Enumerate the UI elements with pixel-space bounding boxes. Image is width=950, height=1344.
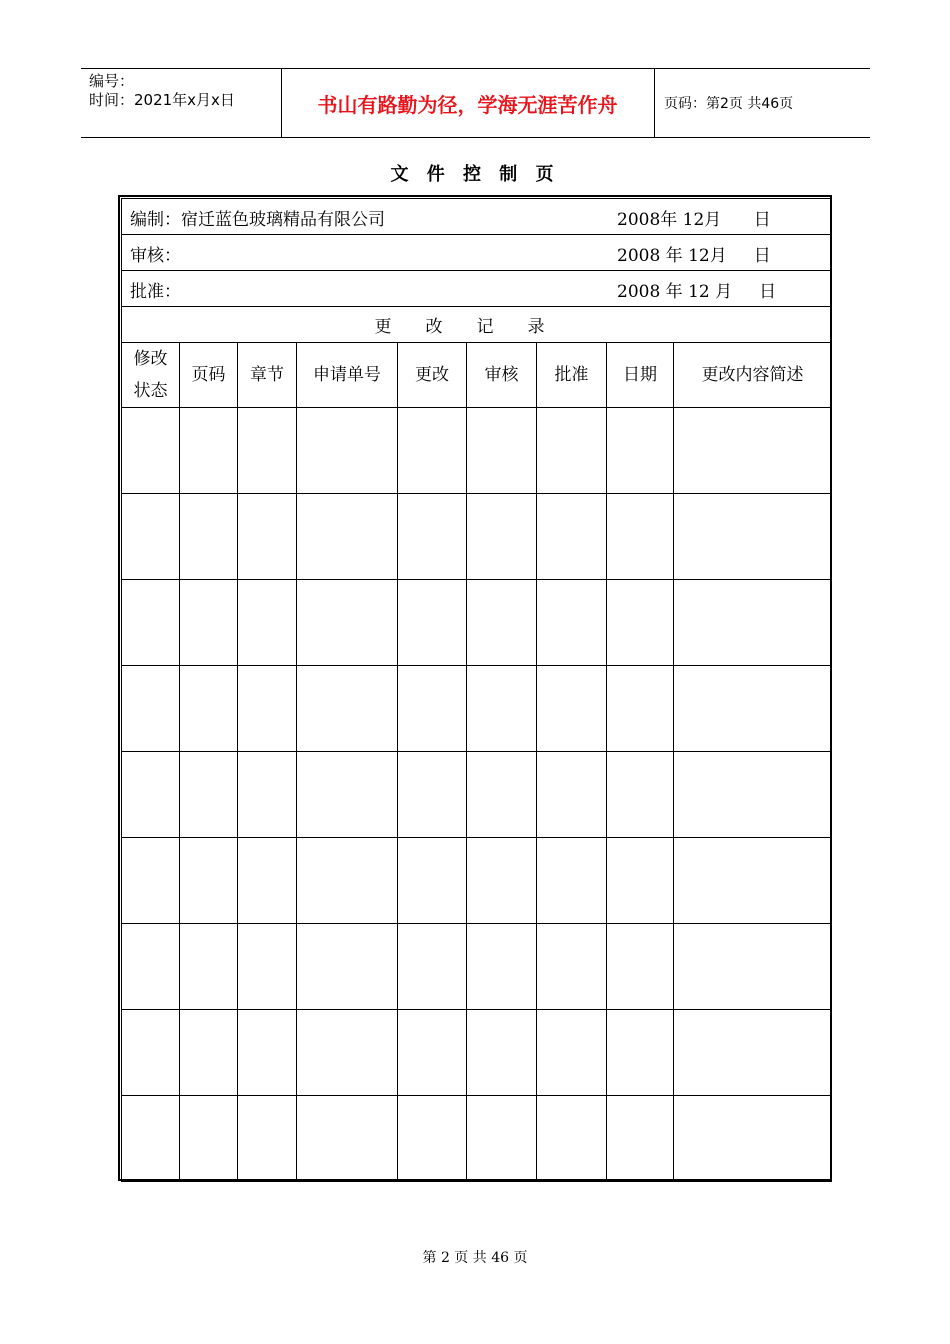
table-cell — [537, 1096, 607, 1182]
table-cell — [537, 924, 607, 1010]
table-cell — [467, 408, 537, 494]
table-cell — [398, 1010, 467, 1096]
table-cell — [537, 666, 607, 752]
info-row-prepared — [122, 199, 832, 235]
table-cell — [398, 924, 467, 1010]
table-cell — [607, 1010, 674, 1096]
table-cell — [398, 752, 467, 838]
table-cell — [607, 924, 674, 1010]
table-cell — [180, 752, 238, 838]
table-cell — [467, 666, 537, 752]
table-cell — [297, 752, 398, 838]
table-row — [122, 752, 832, 838]
header-divider — [654, 69, 655, 137]
info-row-approved — [122, 271, 832, 307]
reviewed-label: 审核： — [130, 246, 181, 266]
table-cell — [398, 1096, 467, 1182]
document-control-table — [121, 198, 832, 1182]
table-cell — [238, 752, 297, 838]
table-cell — [467, 924, 537, 1010]
change-record-title: 更改记录 — [122, 307, 832, 343]
table-cell — [180, 580, 238, 666]
header-page-info: 页码：第2页 共46页 — [664, 96, 794, 112]
table-cell — [674, 1010, 832, 1096]
table-cell — [180, 924, 238, 1010]
table-cell — [607, 752, 674, 838]
table-cell — [398, 494, 467, 580]
table-cell — [122, 666, 180, 752]
table-cell — [297, 666, 398, 752]
table-cell — [607, 666, 674, 752]
table-cell — [122, 580, 180, 666]
page-title: 文 件 控 制 页 — [390, 164, 560, 185]
table-cell — [122, 924, 180, 1010]
info-row-reviewed — [122, 235, 832, 271]
table-cell — [607, 1096, 674, 1182]
table-cell — [537, 494, 607, 580]
table-cell — [180, 666, 238, 752]
table-row — [122, 1096, 832, 1182]
table-cell — [122, 494, 180, 580]
table-row — [122, 494, 832, 580]
page-header — [81, 68, 870, 138]
col-header-review: 审核 — [467, 343, 537, 408]
table-cell — [238, 666, 297, 752]
table-cell — [180, 1096, 238, 1182]
table-cell — [180, 838, 238, 924]
table-cell — [297, 1096, 398, 1182]
table-row — [122, 408, 832, 494]
col-header-page: 页码 — [180, 343, 238, 408]
col-header-change: 更改 — [398, 343, 467, 408]
table-cell — [122, 838, 180, 924]
table-cell — [297, 580, 398, 666]
table-cell — [467, 1096, 537, 1182]
header-meta — [89, 72, 235, 110]
table-cell — [398, 666, 467, 752]
record-title-row — [122, 307, 832, 343]
table-cell — [607, 580, 674, 666]
table-cell — [674, 408, 832, 494]
table-row — [122, 580, 832, 666]
table-cell — [238, 580, 297, 666]
table-cell — [398, 408, 467, 494]
page-footer: 第 2 页 共 46 页 — [422, 1250, 528, 1266]
table-cell — [238, 924, 297, 1010]
col-header-summary: 更改内容简述 — [674, 343, 832, 408]
table-cell — [537, 580, 607, 666]
table-cell — [122, 752, 180, 838]
table-cell — [238, 1096, 297, 1182]
table-cell — [180, 408, 238, 494]
table-cell — [674, 666, 832, 752]
table-cell — [537, 1010, 607, 1096]
reviewed-date: 2008 年 12月 日 — [617, 246, 771, 266]
prepared-label: 编制：宿迁蓝色玻璃精品有限公司 — [130, 210, 385, 230]
table-cell — [297, 494, 398, 580]
table-cell — [297, 1010, 398, 1096]
table-cell — [607, 408, 674, 494]
col-header-approve: 批准 — [537, 343, 607, 408]
table-row — [122, 1010, 832, 1096]
table-cell — [467, 580, 537, 666]
document-time: 时间：2021年x月x日 — [89, 91, 235, 109]
table-cell — [674, 1096, 832, 1182]
table-cell — [297, 838, 398, 924]
table-cell — [238, 1010, 297, 1096]
table-cell — [674, 838, 832, 924]
table-row — [122, 924, 832, 1010]
change-record-body — [122, 408, 832, 1182]
table-cell — [537, 408, 607, 494]
column-header-row — [122, 343, 832, 408]
col-header-chapter: 章节 — [238, 343, 297, 408]
table-cell — [238, 494, 297, 580]
col-header-date: 日期 — [607, 343, 674, 408]
table-cell — [122, 408, 180, 494]
table-cell — [674, 752, 832, 838]
table-cell — [398, 580, 467, 666]
approved-date: 2008 年 12 月 日 — [617, 282, 777, 302]
document-number: 编号： — [89, 72, 135, 90]
table-cell — [122, 1010, 180, 1096]
table-cell — [537, 838, 607, 924]
prepared-date: 2008年 12月 日 — [617, 210, 771, 230]
table-cell — [398, 838, 467, 924]
col-header-request-no: 申请单号 — [297, 343, 398, 408]
table-row — [122, 838, 832, 924]
header-motto: 书山有路勤为径，学海无涯苦作舟 — [317, 92, 618, 117]
table-cell — [674, 580, 832, 666]
table-cell — [238, 838, 297, 924]
table-cell — [674, 924, 832, 1010]
table-cell — [674, 494, 832, 580]
table-cell — [122, 1096, 180, 1182]
table-cell — [467, 838, 537, 924]
table-cell — [537, 752, 607, 838]
table-cell — [297, 924, 398, 1010]
table-cell — [467, 494, 537, 580]
table-cell — [607, 494, 674, 580]
table-cell — [180, 1010, 238, 1096]
table-cell — [297, 408, 398, 494]
table-cell — [467, 752, 537, 838]
table-row — [122, 666, 832, 752]
table-cell — [467, 1010, 537, 1096]
table-cell — [607, 838, 674, 924]
table-cell — [180, 494, 238, 580]
approved-label: 批准： — [130, 282, 181, 302]
table-cell — [238, 408, 297, 494]
col-header-status: 修改状态 — [122, 343, 180, 408]
